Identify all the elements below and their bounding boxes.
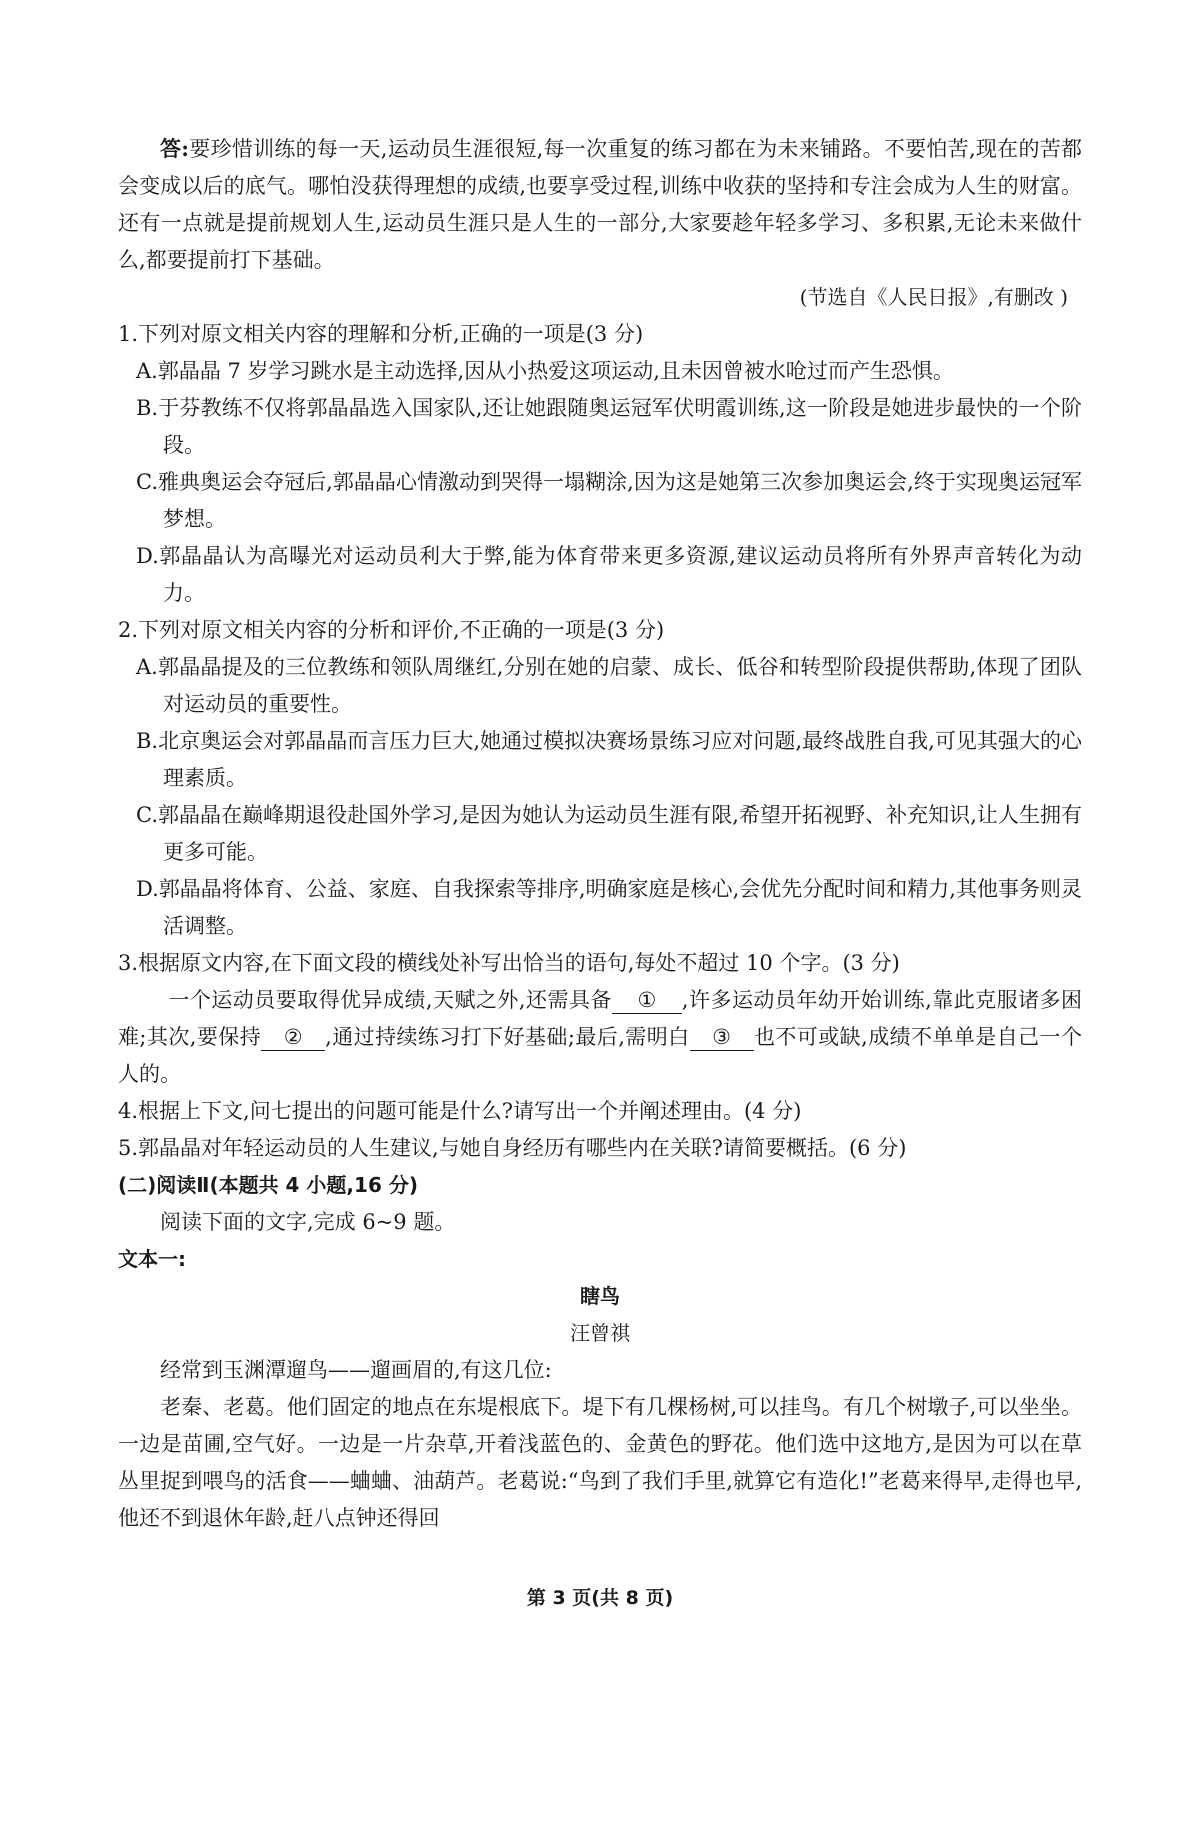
question-3-stem: 3.根据原文内容,在下面文段的横线处补写出恰当的语句,每处不超过 10 个字。(3 分) <box>118 951 900 975</box>
question-4: 4.根据上下文,问七提出的问题可能是什么?请写出一个并阐述理由。(4 分) <box>118 1099 802 1123</box>
question-2-option-a: A.郭晶晶提及的三位教练和领队周继红,分别在她的启蒙、成长、低谷和转型阶段提供帮助,体现了团队对运动员的重要性。 <box>136 655 1082 716</box>
blank-2: ② <box>261 1024 325 1051</box>
question-1-option-a: A.郭晶晶 7 岁学习跳水是主动选择,因从小热爱这项运动,且未因曾被水呛过而产生恐惧。 <box>136 359 954 383</box>
blank-1: ① <box>612 987 682 1014</box>
article-author: 汪曾祺 <box>570 1321 630 1345</box>
question-2 <box>118 612 1082 945</box>
source-citation: (节选自《人民日报》,有删改 ) <box>799 285 1068 309</box>
text-one-label: 文本一: <box>118 1247 186 1271</box>
question-1-option-d: D.郭晶晶认为高曝光对运动员利大于弊,能为体育带来更多资源,建议运动员将所有外界声音转化为动力。 <box>136 544 1082 605</box>
page-footer: 第 3 页(共 8 页) <box>526 1587 674 1609</box>
passage-part-4: 也不可或缺,成绩不单单是自己一个人的。 <box>118 1025 1082 1086</box>
question-2-stem: 2.下列对原文相关内容的分析和评价,不正确的一项是(3 分) <box>118 618 665 642</box>
question-3-passage <box>118 982 1082 1093</box>
question-1-option-b: B.于芬教练不仅将郭晶晶选入国家队,还让她跟随奥运冠军伏明霞训练,这一阶段是她进步最快的一个阶段。 <box>136 396 1082 457</box>
exam-page <box>118 130 1082 1537</box>
article-title: 瞎鸟 <box>580 1284 620 1308</box>
passage-part-1: 一个运动员要取得优异成绩,天赋之外,还需具备 <box>168 988 612 1012</box>
section-instruction: 阅读下面的文字,完成 6~9 题。 <box>160 1210 456 1234</box>
blank-3: ③ <box>690 1024 754 1051</box>
question-2-option-b: B.北京奥运会对郭晶晶而言压力巨大,她通过模拟决赛场景练习应对问题,最终战胜自我,可见其强大的心理素质。 <box>136 729 1082 790</box>
question-3 <box>118 945 1082 1093</box>
passage-part-3: ,通过持续练习打下好基础;最后,需明白 <box>325 1025 690 1049</box>
answer-paragraph <box>118 130 1082 279</box>
answer-lead: 答: <box>160 136 190 161</box>
question-1-option-c: C.雅典奥运会夺冠后,郭晶晶心情激动到哭得一塌糊涂,因为这是她第三次参加奥运会,终于实现奥运冠军梦想。 <box>136 470 1082 531</box>
article-paragraph-2: 老秦、老葛。他们固定的地点在东堤根底下。堤下有几棵杨树,可以挂鸟。有几个树墩子,可以坐坐。一边是苗圃,空气好。一边是一片杂草,开着浅蓝色的、金黄色的野花。他们选中这地方,是因为可以在草丛里捉到喂鸟的活食——蛐蛐、油葫芦。老葛说:“鸟到了我们手里,就算它有造化!”老葛来得早,走得也早,他还不到退休年龄,赶八点钟还得回 <box>118 1395 1082 1530</box>
article-paragraph-1: 经常到玉渊潭遛鸟——遛画眉的,有这几位: <box>160 1358 552 1382</box>
question-2-option-d: D.郭晶晶将体育、公益、家庭、自我探索等排序,明确家庭是核心,会优先分配时间和精力,其他事务则灵活调整。 <box>136 877 1082 938</box>
question-2-option-c: C.郭晶晶在巅峰期退役赴国外学习,是因为她认为运动员生涯有限,希望开拓视野、补充知识,让人生拥有更多可能。 <box>136 803 1082 864</box>
question-1-stem: 1.下列对原文相关内容的理解和分析,正确的一项是(3 分) <box>118 322 644 346</box>
passage-part-2: ,许多运动员年幼开始训练,靠此克服诸多困难;其次,要保持 <box>118 988 1082 1049</box>
answer-text: 要珍惜训练的每一天,运动员生涯很短,每一次重复的练习都在为未来铺路。不要怕苦,现在的苦都会变成以后的底气。哪怕没获得理想的成绩,也要享受过程,训练中收获的坚持和专注会成为人生的财富。还有一点就是提前规划人生,运动员生涯只是人生的一部分,大家要趁年轻多学习、多积累,无论未来做什么,都要提前打下基础。 <box>118 137 1082 272</box>
question-5: 5.郭晶晶对年轻运动员的人生建议,与她自身经历有哪些内在关联?请简要概括。(6 分) <box>118 1136 907 1160</box>
question-1 <box>118 316 1082 612</box>
section-heading: (二)阅读Ⅱ(本题共 4 小题,16 分) <box>118 1173 418 1197</box>
